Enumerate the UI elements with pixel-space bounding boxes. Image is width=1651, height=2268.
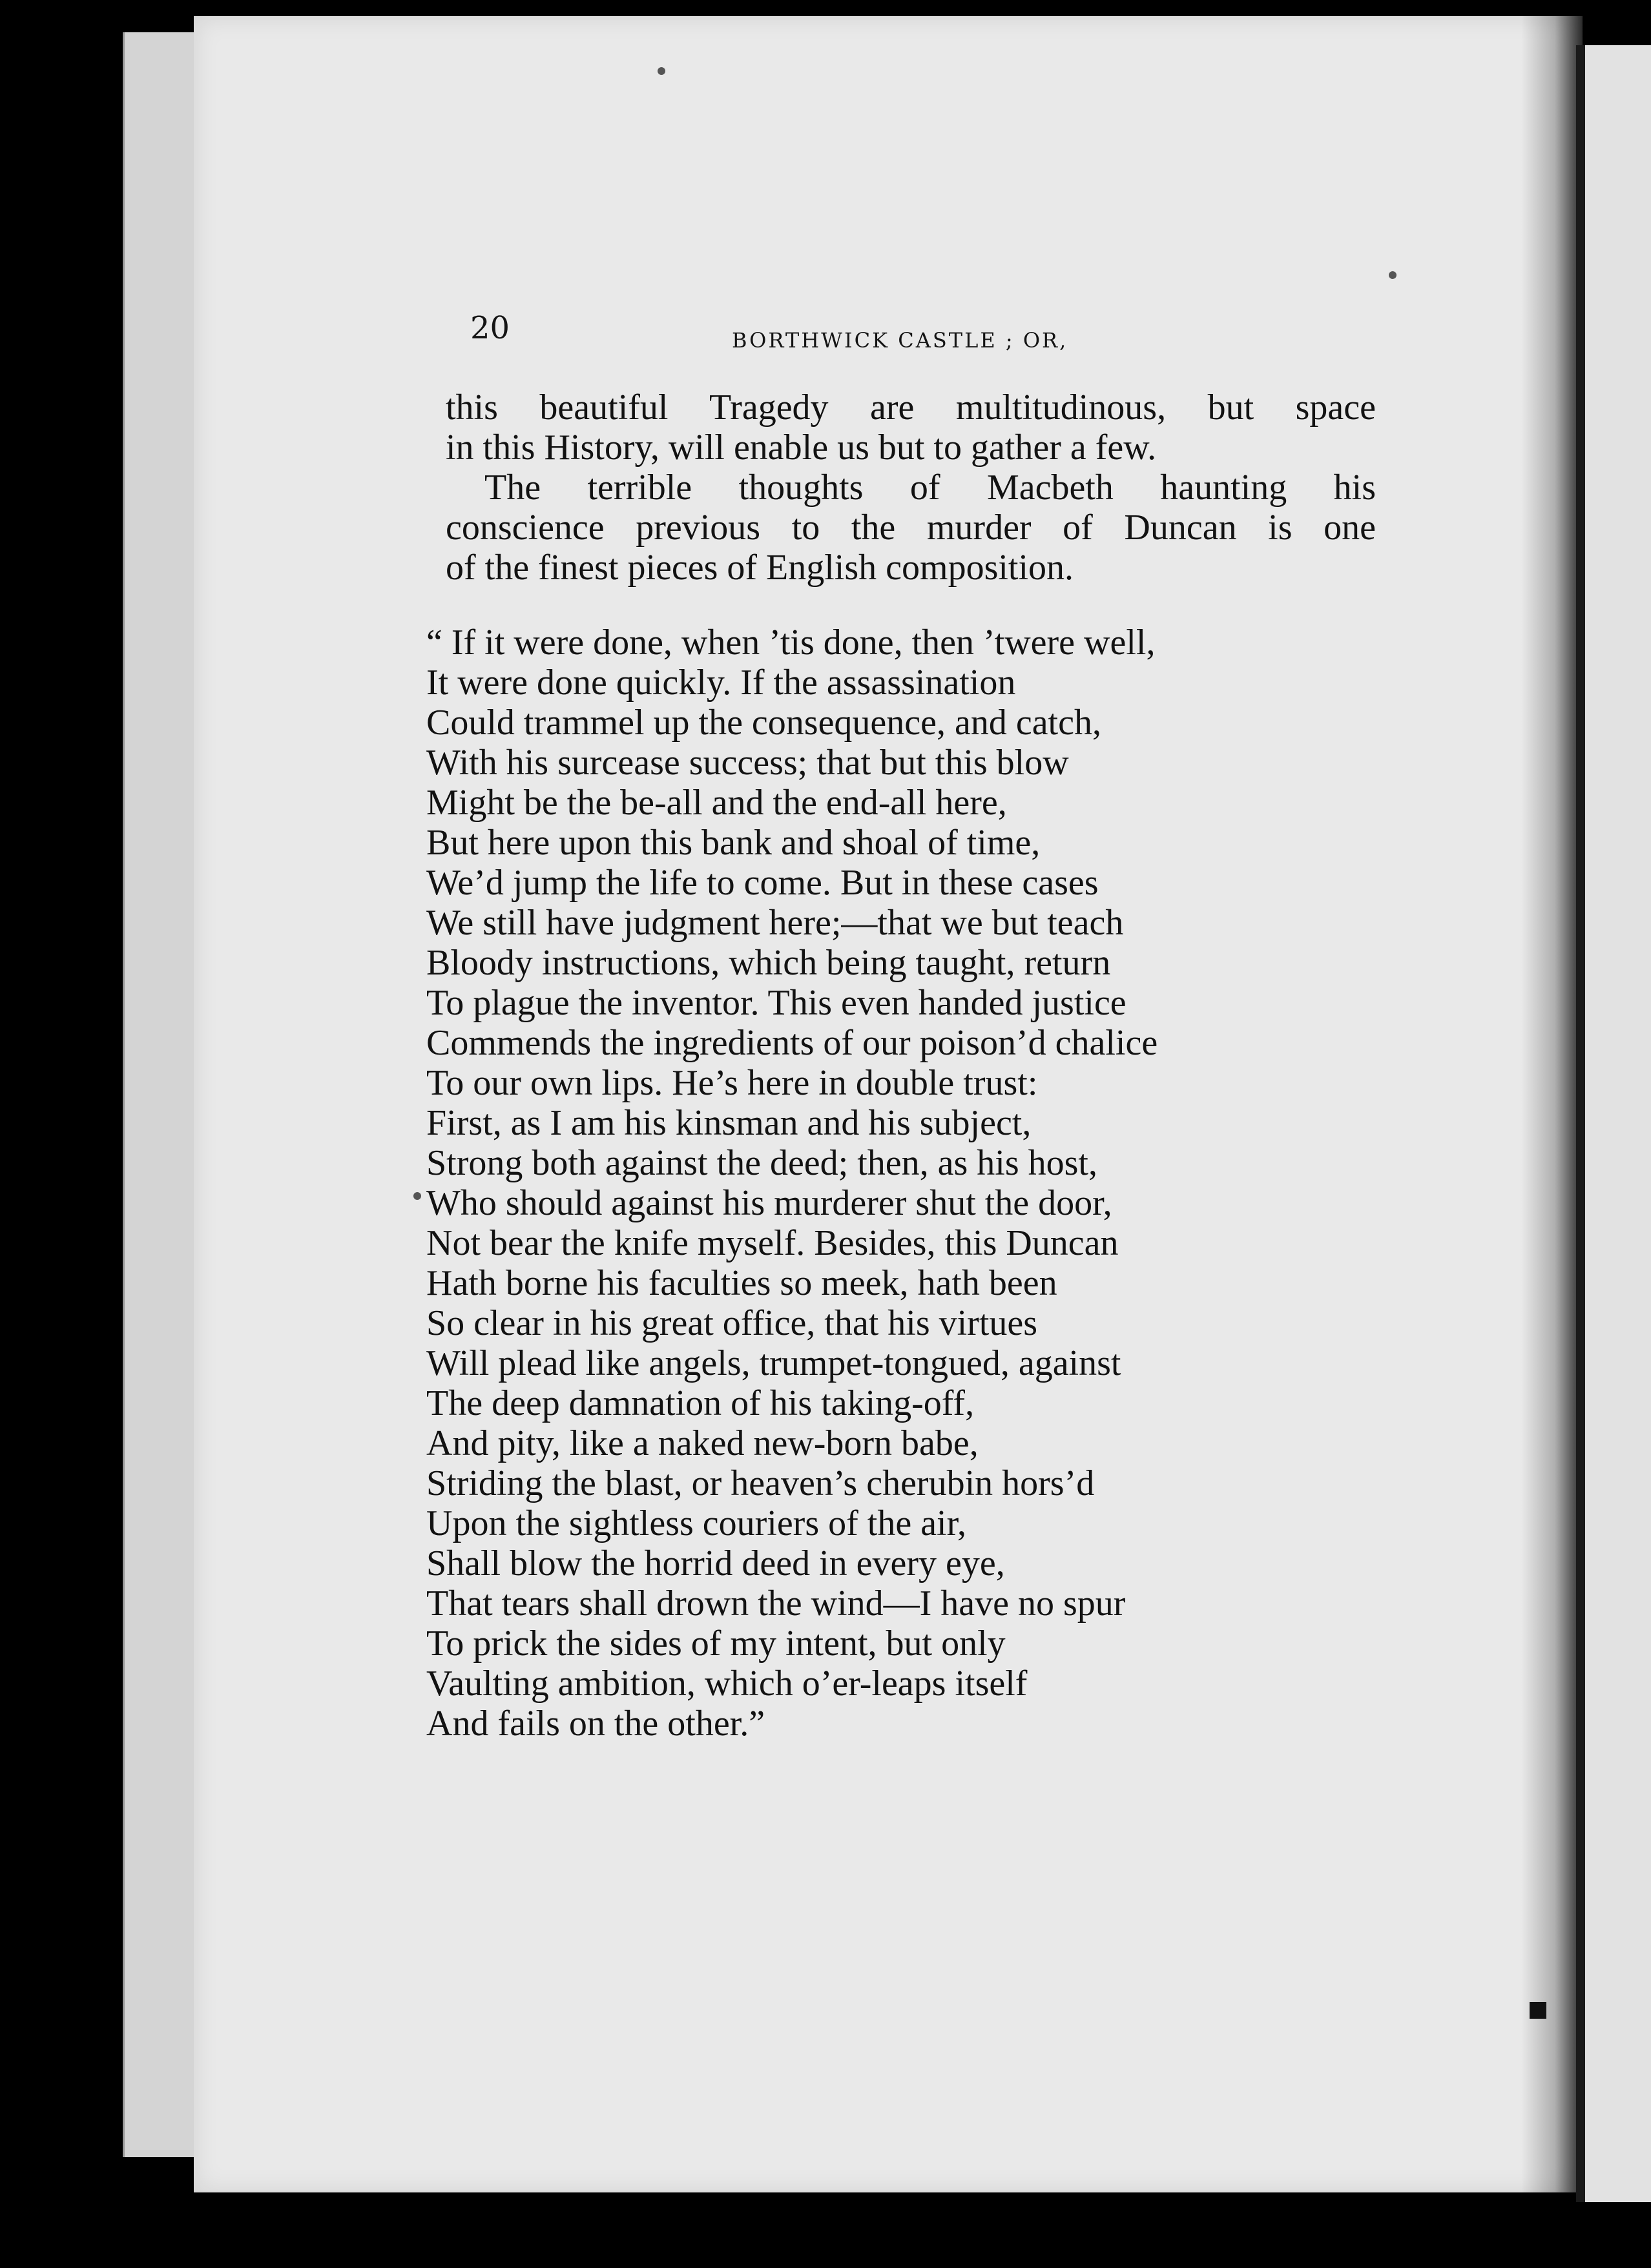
verse-line: Bloody instructions, which being taught, return	[426, 943, 1111, 983]
verse-line: Upon the sightless couriers of the air,	[426, 1503, 967, 1543]
next-leaf-edge	[1576, 45, 1651, 2202]
verse-line: First, as I am his kinsman and his subject,	[426, 1103, 1032, 1143]
verse-quotation	[426, 623, 1402, 1744]
prose-line: this beautiful Tragedy are multitudinous, but space	[446, 387, 1376, 428]
verse-line: The deep damnation of his taking-off,	[426, 1383, 975, 1423]
ink-speck	[413, 1192, 421, 1200]
page-number: 20	[470, 310, 510, 346]
verse-line: Commends the ingredients of our poison’d chalice	[426, 1023, 1158, 1063]
prose-paragraph	[446, 387, 1402, 468]
verse-line: We’d jump the life to come. But in these cases	[426, 863, 1099, 903]
ink-speck	[1389, 271, 1397, 279]
verse-line: Shall blow the horrid deed in every eye,	[426, 1543, 1005, 1583]
binding-mark	[1530, 2002, 1546, 2019]
verse-line: Vaulting ambition, which o’er-leaps itself	[426, 1664, 1028, 1704]
verse-line: Might be the be-all and the end-all here,	[426, 783, 1007, 823]
prose-line: in this History, will enable us but to gather a few.	[446, 428, 1157, 468]
gutter-shadow	[1521, 16, 1583, 2192]
verse-line: So clear in his great office, that his virtues	[426, 1303, 1038, 1343]
verse-line: To our own lips. He’s here in double trust:	[426, 1063, 1038, 1103]
verse-line: It were done quickly. If the assassination	[426, 663, 1016, 703]
prose-line: conscience previous to the murder of Duncan is one	[446, 508, 1376, 548]
prose-line: The terrible thoughts of Macbeth haunting his	[484, 468, 1376, 508]
verse-line: Who should against his murderer shut the door,	[426, 1183, 1112, 1223]
running-head	[470, 310, 1381, 362]
body-text	[426, 387, 1402, 1744]
verse-line: To prick the sides of my intent, but only	[426, 1624, 1006, 1664]
verse-line: And fails on the other.”	[426, 1704, 765, 1744]
verse-line: We still have judgment here;—that we but teach	[426, 903, 1124, 943]
verse-line: To plague the inventor. This even handed justice	[426, 983, 1127, 1023]
previous-leaf-edge	[123, 32, 202, 2157]
verse-line: That tears shall drown the wind—I have no spur	[426, 1583, 1126, 1624]
verse-line: “ If it were done, when ’tis done, then ’twere well,	[426, 623, 1156, 663]
verse-line: Will plead like angels, trumpet-tongued, against	[426, 1343, 1121, 1383]
verse-line: Could trammel up the consequence, and catch,	[426, 703, 1101, 743]
verse-line: Hath borne his faculties so meek, hath been	[426, 1263, 1057, 1303]
prose-line: of the finest pieces of English composition.	[446, 548, 1074, 588]
verse-line: Striding the blast, or heaven’s cherubin hors’d	[426, 1463, 1095, 1503]
verse-line: Not bear the knife myself. Besides, this Duncan	[426, 1223, 1119, 1263]
verse-line: And pity, like a naked new-born babe,	[426, 1423, 979, 1463]
verse-line: But here upon this bank and shoal of time,	[426, 823, 1041, 863]
verse-line: With his surcease success; that but this blow	[426, 743, 1069, 783]
ink-speck	[658, 67, 665, 75]
running-head-title: BORTHWICK CASTLE ; OR,	[732, 328, 1068, 353]
verse-line: Strong both against the deed; then, as his host,	[426, 1143, 1097, 1183]
prose-paragraph	[446, 468, 1402, 588]
